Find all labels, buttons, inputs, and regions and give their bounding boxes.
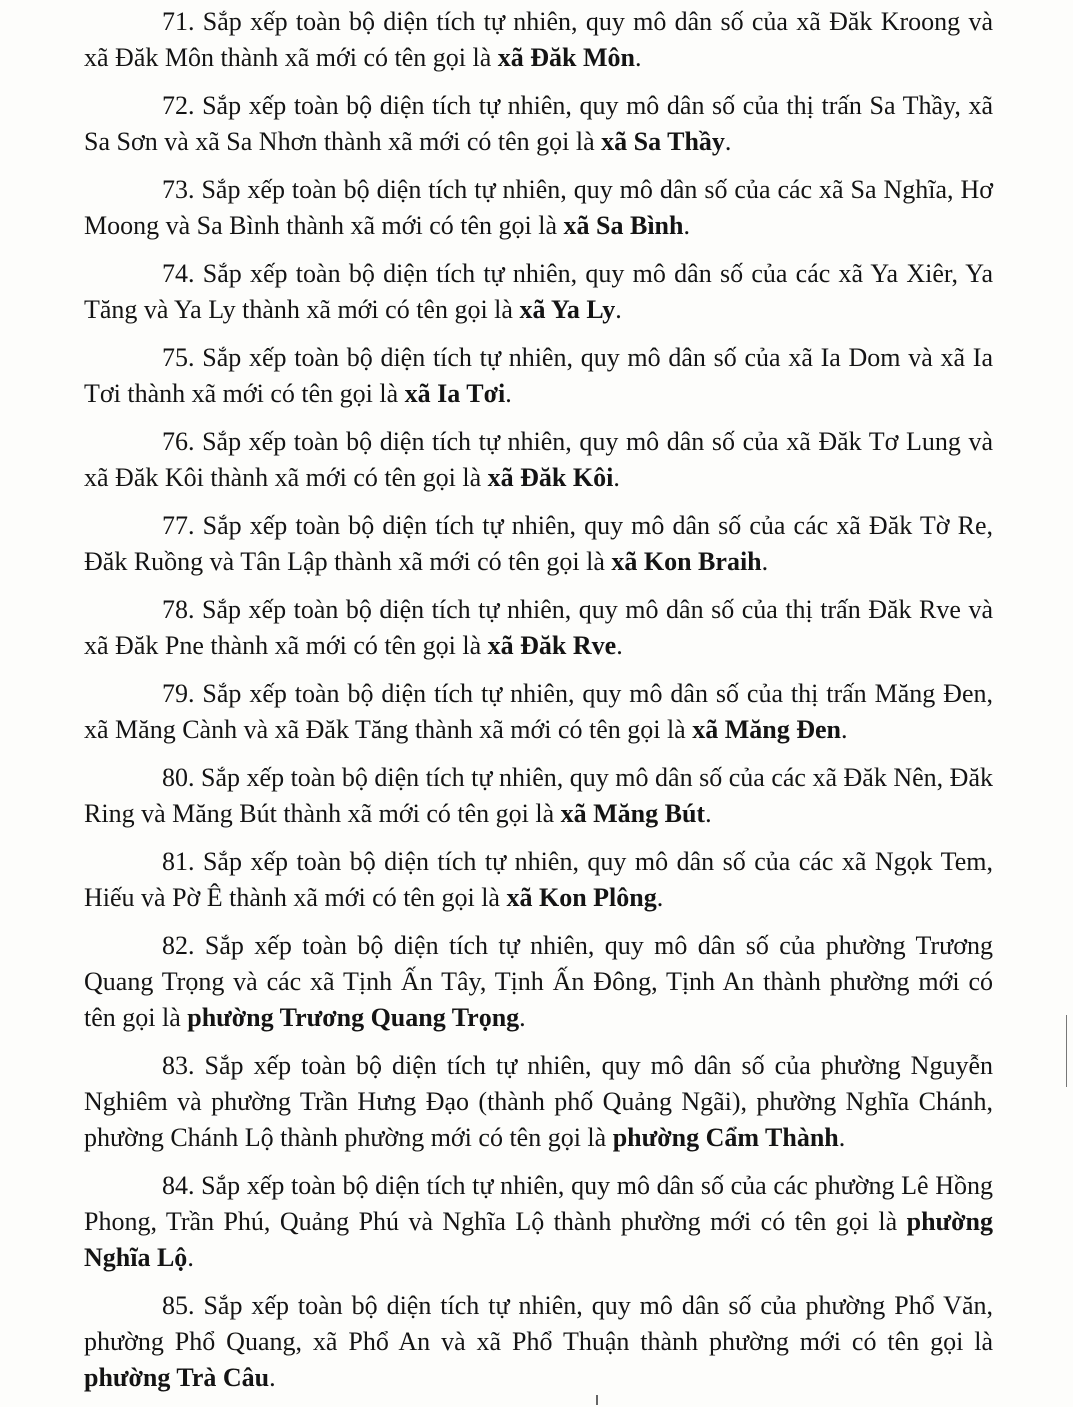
article-item-81: 81. Sắp xếp toàn bộ diện tích tự nhiên, quy mô dân số của các xã Ngọk Tem, Hiếu và Pờ Ê thành xã mới có tên gọi là xã Kon Plông. <box>84 847 993 912</box>
new-unit-name: xã Ya Ly <box>519 295 616 324</box>
article-item-82: 82. Sắp xếp toàn bộ diện tích tự nhiên, quy mô dân số của phường Trương Quang Trọng và các xã Tịnh Ấn Tây, Tịnh Ấn Đông, Tịnh An thành phường mới có tên gọi là phường Trương Quang Trọng. <box>84 931 993 1032</box>
new-unit-name: xã Măng Bút <box>560 799 706 828</box>
new-unit-name: xã Măng Đen <box>692 715 842 744</box>
article-item-73: 73. Sắp xếp toàn bộ diện tích tự nhiên, quy mô dân số của các xã Sa Nghĩa, Hơ Moong và Sa Bình thành xã mới có tên gọi là xã Sa Bình. <box>84 175 993 240</box>
new-unit-name: xã Ia Tơi <box>404 379 506 408</box>
article-item-79: 79. Sắp xếp toàn bộ diện tích tự nhiên, quy mô dân số của thị trấn Măng Đen, xã Măng Cành và xã Đăk Tăng thành xã mới có tên gọi là xã Măng Đen. <box>84 679 993 744</box>
article-item-84: 84. Sắp xếp toàn bộ diện tích tự nhiên, quy mô dân số của các phường Lê Hồng Phong, Trần Phú, Quảng Phú và Nghĩa Lộ thành phường mới có tên gọi là phường Nghĩa Lộ. <box>84 1171 993 1272</box>
article-item-71: 71. Sắp xếp toàn bộ diện tích tự nhiên, quy mô dân số của xã Đăk Kroong và xã Đăk Môn thành xã mới có tên gọi là xã Đăk Môn. <box>84 7 993 72</box>
new-unit-name: xã Đăk Rve <box>487 631 617 660</box>
article-item-72: 72. Sắp xếp toàn bộ diện tích tự nhiên, quy mô dân số của thị trấn Sa Thầy, xã Sa Sơn và xã Sa Nhơn thành xã mới có tên gọi là xã Sa Thầy. <box>84 91 993 156</box>
new-unit-name: phường Nghĩa Lộ <box>84 1207 993 1272</box>
article-item-85: 85. Sắp xếp toàn bộ diện tích tự nhiên, quy mô dân số của phường Phổ Văn, phường Phổ Quang, xã Phổ An và xã Phổ Thuận thành phường mới có tên gọi là phường Trà Câu. <box>84 1291 993 1392</box>
new-unit-name: xã Sa Bình <box>563 211 684 240</box>
article-item-78: 78. Sắp xếp toàn bộ diện tích tự nhiên, quy mô dân số của thị trấn Đăk Rve và xã Đăk Pne thành xã mới có tên gọi là xã Đăk Rve. <box>84 595 993 660</box>
article-item-76: 76. Sắp xếp toàn bộ diện tích tự nhiên, quy mô dân số của xã Đăk Tơ Lung và xã Đăk Kôi thành xã mới có tên gọi là xã Đăk Kôi. <box>84 427 993 492</box>
new-unit-name: xã Kon Braih <box>611 547 762 576</box>
new-unit-name: phường Trà Câu <box>84 1363 270 1392</box>
article-item-75: 75. Sắp xếp toàn bộ diện tích tự nhiên, quy mô dân số của xã Ia Dom và xã Ia Tơi thành xã mới có tên gọi là xã Ia Tơi. <box>84 343 993 408</box>
scan-margin-mark <box>1066 1015 1067 1087</box>
new-unit-name: xã Đăk Kôi <box>487 463 614 492</box>
article-item-80: 80. Sắp xếp toàn bộ diện tích tự nhiên, quy mô dân số của các xã Đăk Nên, Đăk Ring và Măng Bút thành xã mới có tên gọi là xã Măng Bút. <box>84 763 993 828</box>
article-item-74: 74. Sắp xếp toàn bộ diện tích tự nhiên, quy mô dân số của các xã Ya Xiêr, Ya Tăng và Ya Ly thành xã mới có tên gọi là xã Ya Ly. <box>84 259 993 324</box>
new-unit-name: phường Trương Quang Trọng <box>187 1003 520 1032</box>
new-unit-name: xã Đăk Môn <box>497 43 636 72</box>
new-unit-name: xã Sa Thầy <box>601 127 725 156</box>
new-unit-name: phường Cẩm Thành <box>612 1123 839 1152</box>
article-item-83: 83. Sắp xếp toàn bộ diện tích tự nhiên, quy mô dân số của phường Nguyễn Nghiêm và phường Trần Hưng Đạo (thành phố Quảng Ngãi), phường Nghĩa Chánh, phường Chánh Lộ thành phường mới có tên gọi là phường Cẩm Thành. <box>84 1051 993 1152</box>
new-unit-name: xã Kon Plông <box>506 883 657 912</box>
scan-dot-mark <box>596 1395 598 1405</box>
article-item-77: 77. Sắp xếp toàn bộ diện tích tự nhiên, quy mô dân số của các xã Đăk Tờ Re, Đăk Ruồng và Tân Lập thành xã mới có tên gọi là xã Kon Braih. <box>84 511 993 576</box>
